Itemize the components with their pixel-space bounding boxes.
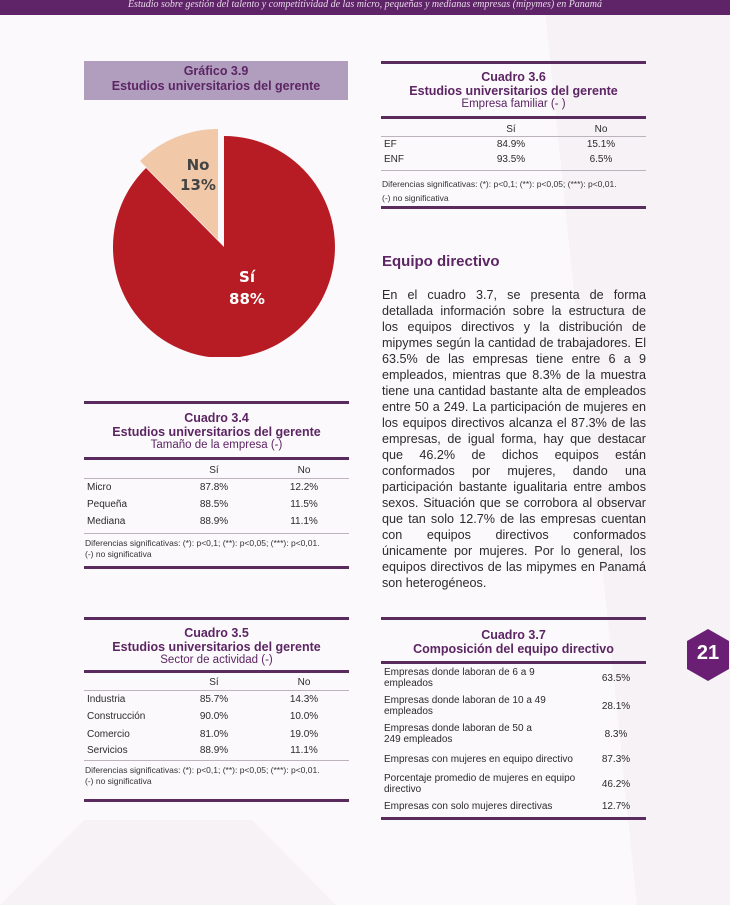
table-row [84,707,349,725]
pie-value-si: 88% [229,290,265,308]
row-label: Comercio [87,728,130,740]
table-subtitle: Sector de actividad (-) [160,654,273,666]
cell-si: 85.7% [199,693,229,705]
row-value: 28.1% [601,700,631,712]
divider [381,206,646,209]
table-3-5 [84,617,349,802]
divider [84,401,349,404]
cell-no: 15.1% [586,139,616,150]
cell-si: 87.8% [199,482,229,493]
divider [381,617,646,620]
column-header-si: Sí [209,677,219,688]
table-note: (-) no significativa [85,776,152,786]
cell-no: 14.3% [289,693,319,705]
table-title: Estudios universitarios del gerente [409,84,618,98]
row-label: Construcción [87,710,146,722]
row-value: 87.3% [601,753,631,765]
pie-label-si: Sí [239,268,255,286]
table-note: (-) no significativa [382,193,449,203]
table-title: Composición del equipo directivo [413,642,614,656]
table-label: Cuadro 3.5 [184,626,249,640]
table-row [381,798,646,814]
cell-no: 19.0% [289,728,319,740]
row-value: 8.3% [604,728,628,740]
divider [84,566,349,569]
cell-no: 11.5% [290,499,318,510]
column-header-si: Sí [506,123,516,135]
cell-no: 10.0% [289,710,319,722]
row-label: Empresas donde laboran de 6 a 9 empleados [384,667,535,689]
table-subtitle: Tamaño de la empresa (-) [150,439,283,451]
pie-label-no: No [186,156,210,174]
table-label: Cuadro 3.6 [481,70,546,84]
chart-label: Gráfico 3.9 [183,64,249,78]
divider [84,670,349,673]
table-row [381,664,646,692]
table-note: Diferencias significativas: (*): p<0,1; (**): p<0,05; (***): p<0,01. [382,179,617,189]
row-label: Servicios [87,744,128,756]
table-row [84,479,349,496]
column-header-si: Sí [209,464,219,476]
table-row [381,720,646,748]
pie-slice-si [113,136,335,357]
row-label: Micro [87,482,112,493]
row-label: Empresas donde laboran de 10 a 49 empleados [384,695,546,717]
table-row [84,743,349,757]
cell-si: 81.0% [199,728,229,740]
row-label: EF [384,139,397,150]
cell-no: 11.1% [290,744,318,756]
row-label: Porcentaje promedio de mujeres en equipo directivo [384,773,576,795]
cell-si: 90.0% [199,710,229,722]
table-header-row [381,122,646,136]
table-label: Cuadro 3.4 [184,411,249,425]
table-row [381,770,646,798]
cell-si: 93.5% [496,154,526,165]
divider [381,170,646,171]
row-label: ENF [384,154,404,165]
pie-value-no: 13% [180,176,216,194]
cell-si: 84.9% [496,139,526,150]
divider [381,116,646,119]
table-header-row [84,462,349,478]
row-label: Empresas con solo mujeres directivas [384,800,553,812]
table-row [381,692,646,720]
table-3-7 [381,617,646,820]
table-row [84,496,349,513]
cell-si: 88.9% [199,744,229,756]
table-note: (-) no significativa [85,549,152,559]
table-row [381,137,646,152]
row-label: Pequeña [87,499,128,510]
table-3-4 [84,401,349,569]
row-label: Industria [87,693,126,705]
table-header-row [84,675,349,690]
divider [84,799,349,802]
divider [84,760,349,761]
chart-title-box [84,61,348,100]
row-label: Mediana [87,516,126,527]
cell-no: 6.5% [589,154,613,165]
table-row [381,152,646,167]
table-note: Diferencias significativas: (*): p<0,1; (**): p<0,05; (***): p<0,01. [85,765,320,775]
divider [84,457,349,460]
table-row [84,691,349,707]
row-label: Empresas con mujeres en equipo directivo [384,753,573,765]
table-title: Estudios universitarios del gerente [112,640,321,654]
cell-no: 11.1% [290,516,318,527]
section-title: Equipo directivo [382,253,500,270]
divider [381,61,646,64]
chart-title: Estudios universitarios del gerente [111,79,321,93]
row-value: 63.5% [601,672,631,684]
background-shape [0,820,420,905]
table-row [84,725,349,743]
cell-no: 12.2% [289,482,319,493]
row-value: 46.2% [601,778,631,790]
running-header: Estudio sobre gestión del talento y competitividad de las micro, pequeñas y medianas empresas (mipymes) en Panamá [0,0,730,15]
pie-chart [104,112,344,357]
row-label: Empresas donde laboran de 50 a 249 empleados [384,723,532,745]
table-title: Estudios universitarios del gerente [112,425,321,439]
table-3-6 [381,61,646,209]
table-label: Cuadro 3.7 [481,628,546,642]
table-row [381,748,646,770]
cell-si: 88.9% [199,516,229,527]
divider [84,617,349,620]
page-number: 21 [696,642,720,664]
body-paragraph: En el cuadro 3.7, se presenta de forma detallada información sobre la estructura de los equipos directivos y la distribución de mipymes según la cantidad de trabajadores. El 63.5% de las empresas tiene entre 6 a 9 empleados, mientras que 8.3% de la muestra tiene una cantidad bastante alta de empleados entre 50 a 249. La participación de mujeres en los equipos directivos alcanza el 87.3% de las empresas, de igual forma, hay que destacar que 46.2% de dichos equipos están conformados por mujeres, dando una participación bastante igualitaria entre ambos sexos. Situación que se corrobora al observar que tan solo 12.7% de las empresas cuentan con equipos directivos conformados únicamente por mujeres. Por lo general, los equipos directivos de las mipymes en Panamá son heterogéneos. [382,288,646,590]
cell-si: 88.5% [199,499,229,510]
table-note: Diferencias significativas: (*): p<0,1; (**): p<0,05; (***): p<0,01. [85,538,320,548]
row-value: 12.7% [601,800,631,812]
column-header-no: No [297,677,311,688]
divider [84,533,349,534]
table-row [84,513,349,530]
table-subtitle: Empresa familiar (- ) [461,98,566,110]
divider [381,817,646,820]
column-header-no: No [594,123,608,135]
column-header-no: No [297,464,311,476]
